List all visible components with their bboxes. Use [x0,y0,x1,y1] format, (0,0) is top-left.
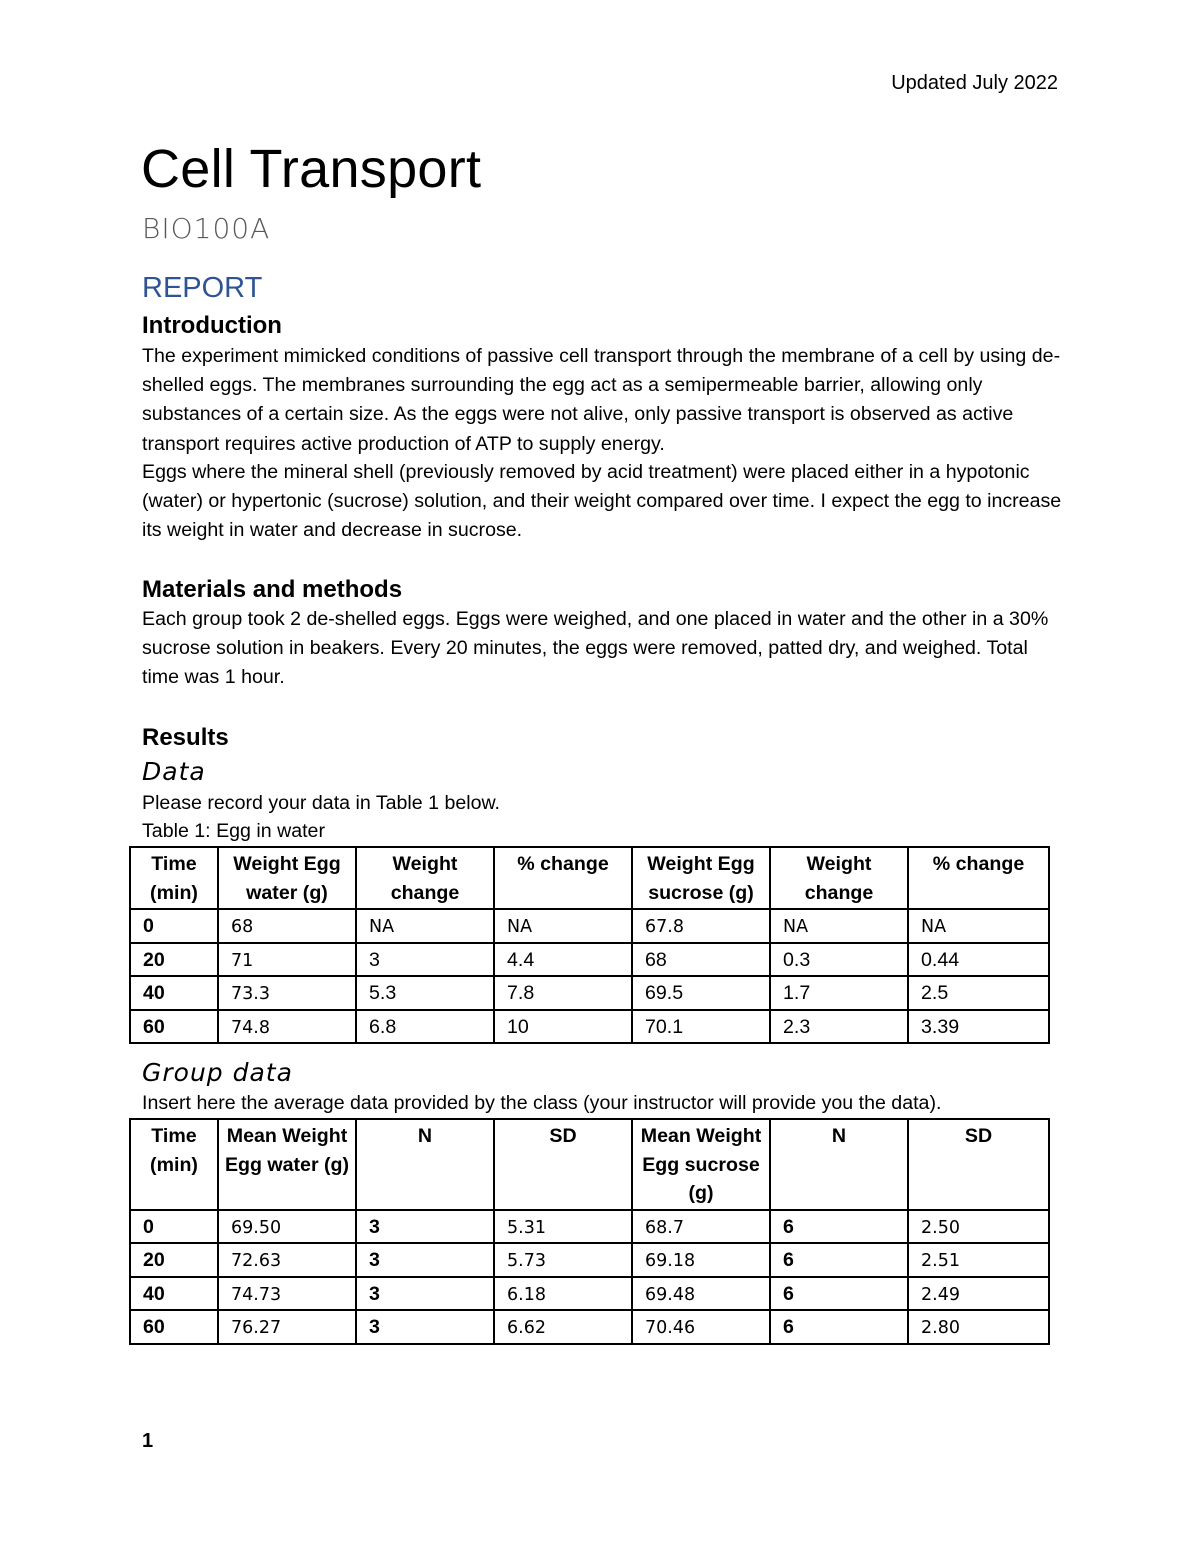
table-cell: 74.73 [218,1277,356,1311]
table-row [130,976,1049,1010]
table-cell: 70.1 [632,1010,770,1044]
table-cell: 3.39 [908,1010,1049,1044]
table-cell: 0.44 [908,943,1049,977]
methods-paragraph: Each group took 2 de-shelled eggs. Eggs were weighed, and one placed in water and the other in a 30% sucrose solution in beakers. Every 20 minutes, the eggs were removed, patted dry, and weighed. Total time was 1 hour. [142,608,1049,689]
table-cell: 3 [356,1277,494,1311]
table-row [130,1243,1049,1277]
table-cell: 6 [770,1243,908,1277]
column-header: N [356,1119,494,1210]
course-code: BIO100A [142,212,271,245]
table1-caption: Table 1: Egg in water [142,820,325,842]
table-cell: 5.73 [494,1243,632,1277]
table-cell: 70.46 [632,1310,770,1344]
table-cell: 71 [218,943,356,977]
table-cell: 2.80 [908,1310,1049,1344]
column-header: Weight Egg sucrose (g) [632,847,770,909]
table-cell: 2.49 [908,1277,1049,1311]
data-heading: Data [142,757,206,786]
table-cell: 60 [130,1010,218,1044]
column-header: Time (min) [130,847,218,909]
report-label: REPORT [142,272,263,304]
table-row [130,1210,1049,1244]
table-row [130,1277,1049,1311]
column-header: % change [494,847,632,909]
table-row [130,909,1049,943]
table-cell: 73.3 [218,976,356,1010]
data-instruction: Please record your data in Table 1 below. [142,792,500,814]
table-cell: 68 [218,909,356,943]
table-cell: 3 [356,1243,494,1277]
table-cell: 5.31 [494,1210,632,1244]
page-number: 1 [142,1430,154,1452]
table-cell: NA [494,909,632,943]
table-cell: 60 [130,1310,218,1344]
table-cell: 6.8 [356,1010,494,1044]
table-cell: 40 [130,1277,218,1311]
table-cell: 10 [494,1010,632,1044]
results-heading: Results [142,724,229,751]
table-cell: 2.50 [908,1210,1049,1244]
table-cell: 72.63 [218,1243,356,1277]
table-cell: 68.7 [632,1210,770,1244]
table-cell: 0 [130,1210,218,1244]
table-cell: 40 [130,976,218,1010]
table-cell: 7.8 [494,976,632,1010]
column-header: % change [908,847,1049,909]
table-cell: 69.48 [632,1277,770,1311]
introduction-paragraph-2: Eggs where the mineral shell (previously removed by acid treatment) were placed either in a hypotonic (water) or hypertonic (sucrose) solution, and their weight compared over time. I expect the egg to increase its weight in water and decrease in sucrose. [142,461,1062,542]
table-cell: 3 [356,1310,494,1344]
document-title: Cell Transport [141,139,482,199]
methods-heading: Materials and methods [142,576,403,603]
table-header-row [130,1119,1049,1210]
table-cell: 6 [770,1210,908,1244]
table-cell: 6.18 [494,1277,632,1311]
table-cell: 69.5 [632,976,770,1010]
table-cell: 69.50 [218,1210,356,1244]
group-data-instruction: Insert here the average data provided by the class (your instructor will provide you the data). [142,1092,942,1114]
table-cell: 6.62 [494,1310,632,1344]
table-cell: 2.51 [908,1243,1049,1277]
table-cell: 3 [356,943,494,977]
column-header: Time (min) [130,1119,218,1210]
table-row [130,1010,1049,1044]
egg-weight-table [129,846,1050,1044]
table-cell: 1.7 [770,976,908,1010]
table-row [130,1310,1049,1344]
introduction-paragraph-1: The experiment mimicked conditions of passive cell transport through the membrane of a cell by using de-shelled eggs. The membranes surrounding the egg act as a semipermeable barrier, allowing only substances of a certain size. As the eggs were not alive, only passive transport is observed as active transport requires active production of ATP to supply energy. [142,345,1061,455]
column-header: Mean Weight Egg water (g) [218,1119,356,1210]
table-cell: NA [770,909,908,943]
table-cell: NA [908,909,1049,943]
table-cell: 0.3 [770,943,908,977]
table-cell: 69.18 [632,1243,770,1277]
column-header: SD [494,1119,632,1210]
table-cell: NA [356,909,494,943]
table-cell: 5.3 [356,976,494,1010]
table-cell: 67.8 [632,909,770,943]
table-cell: 68 [632,943,770,977]
table-cell: 6 [770,1310,908,1344]
table-row [130,943,1049,977]
group-data-heading: Group data [142,1058,293,1087]
table-cell: 0 [130,909,218,943]
table-cell: 3 [356,1210,494,1244]
table-cell: 2.3 [770,1010,908,1044]
table-cell: 4.4 [494,943,632,977]
table-cell: 20 [130,943,218,977]
column-header: Weight change [356,847,494,909]
introduction-heading: Introduction [142,312,282,339]
updated-date: Updated July 2022 [891,72,1058,94]
group-data-table [129,1118,1050,1345]
table-cell: 2.5 [908,976,1049,1010]
column-header: Mean Weight Egg sucrose (g) [632,1119,770,1210]
table-cell: 76.27 [218,1310,356,1344]
table-header-row [130,847,1049,909]
column-header: Weight change [770,847,908,909]
table-cell: 74.8 [218,1010,356,1044]
column-header: N [770,1119,908,1210]
table-cell: 6 [770,1277,908,1311]
column-header: SD [908,1119,1049,1210]
column-header: Weight Egg water (g) [218,847,356,909]
table-cell: 20 [130,1243,218,1277]
